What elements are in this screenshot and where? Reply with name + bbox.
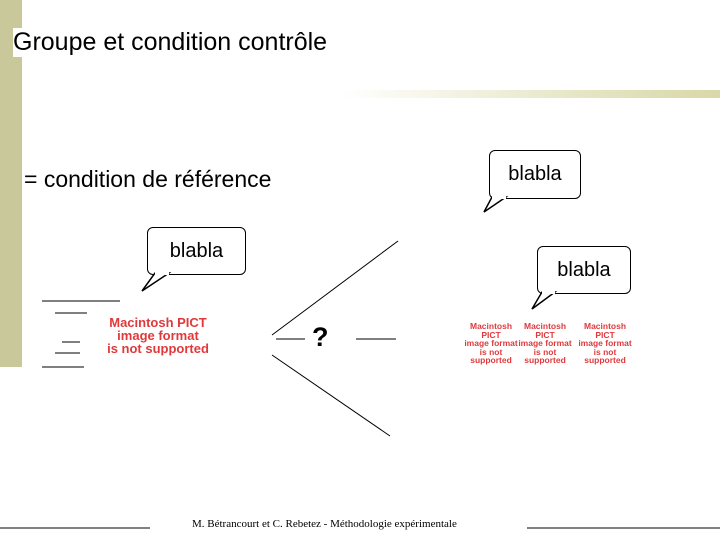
placeholder-line: image format bbox=[117, 328, 199, 343]
slide-subtitle: = condition de référence bbox=[24, 166, 272, 192]
speech-bubble-tail-icon bbox=[480, 195, 520, 215]
placeholder-line: image format bbox=[464, 338, 518, 348]
unsupported-image-placeholder-small-1 bbox=[462, 322, 520, 365]
placeholder-line: is not supported bbox=[107, 341, 209, 356]
slide-title: Groupe et condition contrôle bbox=[13, 28, 331, 57]
connector-lower bbox=[272, 355, 390, 436]
speech-bubble-tail-icon bbox=[138, 271, 178, 295]
connector-upper bbox=[272, 241, 398, 335]
placeholder-line: is not supported bbox=[524, 346, 566, 365]
speech-bubble-top-right: blabla bbox=[489, 150, 581, 199]
unsupported-image-placeholder-small-2 bbox=[516, 322, 574, 365]
unsupported-image-placeholder-small-3 bbox=[576, 322, 634, 365]
speech-bubble-left: blabla bbox=[147, 227, 246, 275]
footer-text: M. Bétrancourt et C. Rebetez - Méthodologie expérimentale bbox=[192, 518, 457, 530]
placeholder-line: Macintosh PICT bbox=[469, 321, 513, 340]
placeholder-line: Macintosh PICT bbox=[583, 321, 627, 340]
placeholder-line: is not supported bbox=[584, 346, 626, 365]
placeholder-line: image format bbox=[578, 338, 632, 348]
speech-bubble-tail-icon bbox=[528, 290, 568, 314]
placeholder-line: image format bbox=[518, 338, 572, 348]
speech-bubble-right: blabla bbox=[537, 246, 631, 294]
unsupported-image-placeholder bbox=[78, 316, 238, 355]
placeholder-line: Macintosh PICT bbox=[523, 321, 567, 340]
placeholder-line: Macintosh PICT bbox=[109, 315, 207, 330]
question-mark: ? bbox=[312, 322, 329, 352]
placeholder-line: is not supported bbox=[470, 346, 512, 365]
